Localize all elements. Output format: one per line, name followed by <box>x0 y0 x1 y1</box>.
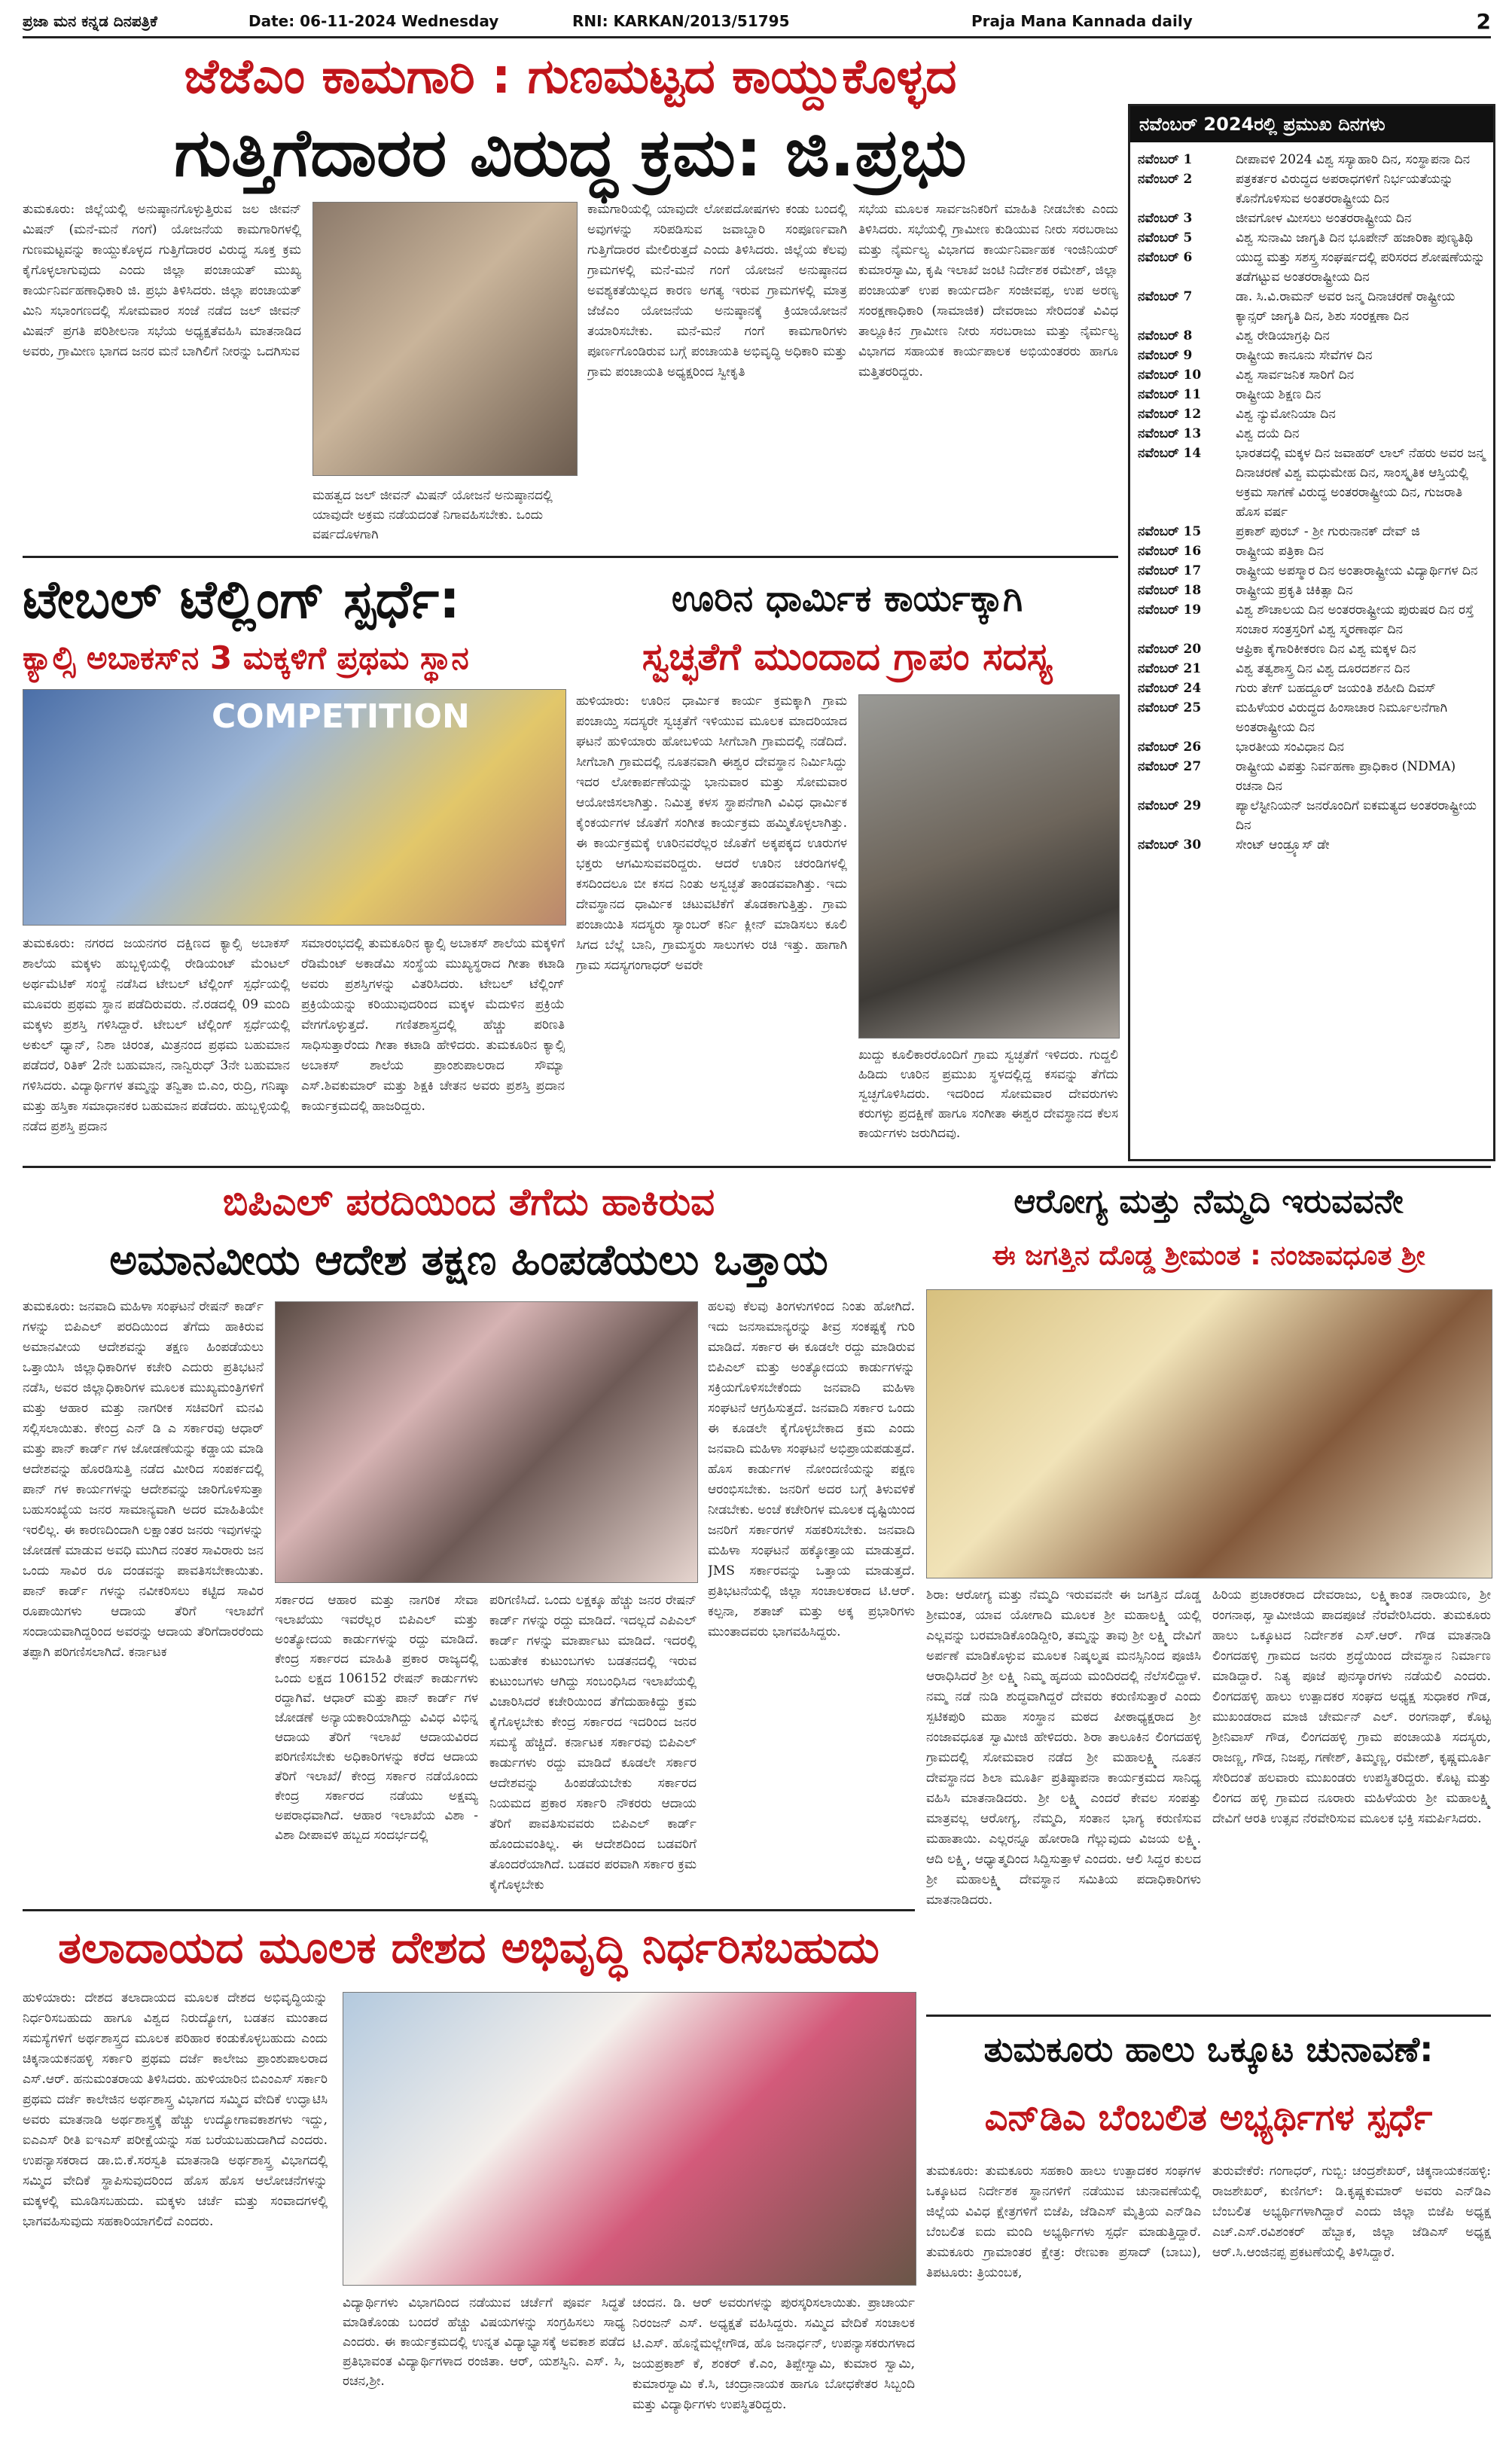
sidebar-day-row <box>1138 581 1486 600</box>
story6-column-3: ಚಂದನ. ಡಿ. ಆರ್ ಅವರುಗಳನ್ನು ಪುರಸ್ಕರಿಸಲಾಯಿತು. ಪ್ರಾಚಾರ್ಯ ನಿರಂಜನ್ ಎಸ್. ಅಧ್ಯಕ್ಷತೆ ವಹಿಸಿದ್ದರು. ಸಮ್ಮಿದ ವೇದಿಕೆ ಸಂಚಾಲಕ ಟಿ.ಎಸ್. ಹೊನ್ನೆಮಲ್ಲೇಗೌಡ, ಹೊ ಜನಾರ್ಧನ್, ಉಪನ್ಯಾಸಕರುಗಳಾದ ಜಯಪ್ರಕಾಶ್ ಕೆ, ಶಂಕರ್ ಕೆ.ಎಂ, ತಿಪ್ಪೇಸ್ವಾಮಿ, ಕುಮಾರ ಸ್ವಾಮಿ, ಕುಮಾರಸ್ವಾಮಿ ಕೆ.ಸಿ, ಚಂದ್ರಾನಾಯಕ ಹಾಗೂ ಬೋಧಕೇತರ ಸಿಬ್ಬಂದಿ ಮತ್ತು ವಿದ್ಯಾರ್ಥಿಗಳು ಉಪಸ್ಥಿತರಿದ್ದರು. <box>633 2295 915 2412</box>
story7-column-1: ತುಮಕೂರು: ತುಮಕೂರು ಸಹಕಾರಿ ಹಾಲು ಉತ್ಪಾದಕರ ಸಂಘಗಳ ಒಕ್ಕೂಟದ ನಿರ್ದೇಶಕ ಸ್ಥಾನಗಳಿಗೆ ನಡೆಯುವ ಚುನಾವಣೆಯಲ್ಲಿ ಜಿಲ್ಲೆಯ ವಿವಿಧ ಕ್ಷೇತ್ರಗಳಿಗೆ ಬಿಜೆಪಿ, ಜೆಡಿಎಸ್ ಮೈತ್ರಿಯ ಎನ್‌ಡಿಎ ಬೆಂಬಲಿತ ಐದು ಮಂದಿ ಅಭ್ಯರ್ಥಿಗಳು ಸ್ಪರ್ಧೆ ಮಾಡುತ್ತಿದ್ದಾರೆ. ತುಮಕೂರು ಗ್ರಾಮಾಂತರ ಕ್ಷೇತ್ರ: ರೇಣುಕಾ ಪ್ರಸಾದ್ (ಬಾಬು), ತಿಪಟೂರು: ತ್ರಿಯಂಬಕ, <box>926 2164 1201 2280</box>
sidebar-day-date: ನವೆಂಬರ್ 25 <box>1138 700 1202 715</box>
story7-headline-2: ಎನ್‌ಡಿಎ ಬೆಂಬಲಿತ ಅಭ್ಯರ್ಥಿಗಳ ಸ್ಪರ್ಧೆ <box>984 2097 1433 2139</box>
story6-headline: ತಲಾದಾಯದ ಮೂಲಕ ದೇಶದ ಅಭಿವೃದ್ಧಿ ನಿರ್ಧರಿಸಬಹುದು <box>58 1922 879 1973</box>
sidebar-day-row <box>1138 835 1486 855</box>
sidebar-day-title: ವಿಶ್ವ ಸಾರ್ವಜನಿಕ ಸಾರಿಗೆ ದಿನ <box>1236 368 1355 383</box>
masthead <box>23 6 1491 38</box>
sidebar-day-date: ನವೆಂಬರ್ 27 <box>1138 759 1202 774</box>
sidebar-day-row <box>1138 209 1486 228</box>
sidebar-day-title: ವಿಶ್ವ ಸುನಾಮಿ ಜಾಗೃತಿ ದಿನ ಭೂಪೇನ್ ಹಜಾರಿಕಾ ಪುಣ್ಯತಿಥಿ <box>1236 230 1473 246</box>
story4-column-1: ತುಮಕೂರು: ಜನವಾದಿ ಮಹಿಳಾ ಸಂಘಟನೆ ರೇಷನ್ ಕಾರ್ಡ್ ಗಳನ್ನು ಬಿಪಿಎಲ್ ಪರದಿಯಿಂದ ತೆಗೆದು ಹಾಕಿರುವ ಅಮಾನವೀಯ ಆದೇಶವನ್ನು ತಕ್ಷಣ ಹಿಂಪಡೆಯಲು ಒತ್ತಾಯಿಸಿ ಜಿಲ್ಲಾಧಿಕಾರಿಗಳ ಕಚೇರಿ ಎದುರು ಪ್ರತಿಭಟನೆ ನಡೆಸಿ, ಅವರ ಜಿಲ್ಲಾಧಿಕಾರಿಗಳ ಮೂಲಕ ಮುಖ್ಯಮಂತ್ರಿಗಳಿಗೆ ಮತ್ತು ಆಹಾರ ಮತ್ತು ನಾಗರೀಕ ಸಚಿವರಿಗೆ ಮನವಿ ಸಲ್ಲಿಸಲಾಯಿತು. ಕೇಂದ್ರ ಎನ್ ಡಿ ಎ ಸರ್ಕಾರವು ಆಧಾರ್ ಮತ್ತು ಪಾನ್ ಕಾರ್ಡ್ ಗಳ ಜೋಡಣೆಯನ್ನು ಕಡ್ಡಾಯ ಮಾಡಿ ಆದೇಶವನ್ನು ಹೊರಡಿಸುತ್ತಿ ನಡೆದ ಮೀರಿದ ಸಂಪರ್ಕದಲ್ಲಿ ಪಾನ್ ಗಳ ಕಾರ್ಯಗಳನ್ನು ಆದೇಶವನ್ನು ಜಾರಿಗೊಳಿಸುತ್ತಾ ಬಹುಸಂಖ್ಯೆಯ ಜನರ ಸಾಮಾನ್ಯವಾಗಿ ಅದರ ಮಾಹಿತಿಯೇ ಇರಲಿಲ್ಲ. ಈ ಕಾರಣದಿಂದಾಗಿ ಲಕ್ಷಾಂತರ ಜನರು ಇವುಗಳನ್ನು ಜೋಡಣೆ ಮಾಡುವ ಅವಧಿ ಮುಗಿದ ನಂತರ ಸಾವಿರಾರು ಜನ ಒಂದು ಸಾವಿರ ರೂ ದಂಡವನ್ನು ಪಾವತಿಸಬೇಕಾಯಿತು. ಪಾನ್ ಕಾರ್ಡ್ ಗಳನ್ನು ನವೀಕರಿಸಲು ಕಟ್ಟಿದ ಸಾವಿರ ರೂಪಾಯಿಗಳು ಆದಾಯ ತೆರಿಗೆ ಇಲಾಖೆಗೆ ಸಂದಾಯವಾಗಿದ್ದರಿಂದ ಅವರನ್ನು ಆದಾಯ ತೆರಿಗೆದಾರರೆಂದು ತಪ್ಪಾಗಿ ಪರಿಗಣಿಸಲಾಗಿದೆ. ಕರ್ನಾಟಕ <box>23 1299 264 1660</box>
sidebar-day-title: ಪ್ರಕಾಶ್ ಪುರಬ್ - ಶ್ರೀ ಗುರುನಾನಕ್ ದೇವ್ ಜಿ <box>1236 524 1420 539</box>
story4-headline-1: ಬಿಪಿಎಲ್ ಪರದಿಯಿಂದ ತೆಗೆದು ಹಾಕಿರುವ <box>222 1180 715 1224</box>
sidebar-day-row <box>1138 228 1486 248</box>
story1-photo-caption: ಮಹತ್ವದ ಜಲ್ ಜೀವನ್ ಮಿಷನ್ ಯೋಜನೆ ಅನುಷ್ಠಾನದಲ್ಲಿ ಯಾವುದೇ ಅಕ್ರಮ ನಡೆಯದಂತೆ ನಿಗಾವಹಿಸಬೇಕು. ಒಂದು ವರ್ಷದೊಳಗಾಗಿ <box>312 488 553 542</box>
sidebar-day-row <box>1138 150 1486 169</box>
sidebar-day-date: ನವೆಂಬರ್ 30 <box>1138 837 1202 852</box>
story7-column-2: ತುರುವೇಕೆರೆ: ಗಂಗಾಧರ್, ಗುಬ್ಬಿ: ಚಂದ್ರಶೇಖರ್, ಚಿಕ್ಕನಾಯಕನಹಳ್ಳಿ: ರಾಜಶೇಖರ್, ಕುಣಿಗಲ್: ಡಿ.ಕೃಷ್ಣಕುಮಾರ್ ಅವರು ಎನ್‌ಡಿಎ ಬೆಂಬಲಿತ ಅಭ್ಯರ್ಥಿಗಳಾಗಿದ್ದಾರೆ ಎಂದು ಜಿಲ್ಲಾ ಬಿಜೆಪಿ ಅಧ್ಯಕ್ಷ ಎಚ್.ಎಸ್.ರವಿಶಂಕರ್ ಹೆಬ್ಬಾಕ, ಜಿಲ್ಲಾ ಜೆಡಿಎಸ್ ಅಧ್ಯಕ್ಷ ಆರ್.ಸಿ.ಆಂಜಿನಪ್ಪ ಪ್ರಕಟಣೆಯಲ್ಲಿ ತಿಳಿಸಿದ್ದಾರೆ. <box>1212 2164 1491 2260</box>
sidebar-day-title: ಯುದ್ಧ ಮತ್ತು ಸಶಸ್ತ್ರ ಸಂಘರ್ಷದಲ್ಲಿ ಪರಿಸರದ ಶೋಷಣೆಯನ್ನು ತಡೆಗಟ್ಟುವ ಅಂತರರಾಷ್ಟ್ರೀಯ ದಿನ <box>1236 250 1486 285</box>
sidebar-title: ನವೆಂಬರ್ 2024ರಲ್ಲಿ ಪ್ರಮುಖ ದಿನಗಳು <box>1130 106 1493 142</box>
story2-photo-banner: COMPETITION <box>212 697 470 736</box>
story3-photo-caption: ಖುದ್ದು ಕೂಲಿಕಾರರೊಂದಿಗೆ ಗ್ರಾಮ ಸ್ವಚ್ಛತೆಗೆ ಇಳಿದರು. ಗುದ್ದಲಿ ಹಿಡಿದು ಊರಿನ ಪ್ರಮುಖ ಸ್ಥಳದಲ್ಲಿದ್ದ ಕಸವನ್ನು ತೆಗೆದು ಸ್ವಚ್ಛಗೊಳಿಸಿದರು. ಇದರಿಂದ ಸೋಮವಾರ ದೇವರುಗಳು ಕರುಗಳ್ಳು ಪ್ರದಕ್ಷಿಣೆ ಹಾಗೂ ಸಂಗೀತಾ ಈಶ್ವರ ದೇವಸ್ಥಾನದ ಕೆಲಸ ಕಾರ್ಯಗಳು ಜರುಗಿದವು. <box>858 1048 1118 1141</box>
sidebar-day-date: ನವೆಂಬರ್ 24 <box>1138 681 1202 696</box>
sidebar-day-title: ರಾಷ್ಟ್ರೀಯ ಶಿಕ್ಷಣ ದಿನ <box>1236 387 1321 402</box>
sidebar-day-date: ನವೆಂಬರ್ 14 <box>1138 446 1202 461</box>
sidebar-day-date: ನವೆಂಬರ್ 9 <box>1138 348 1193 363</box>
sidebar-day-date: ನವೆಂಬರ್ 21 <box>1138 661 1202 676</box>
sidebar-day-title: ವಿಶ್ವ ನ್ಯುಮೋನಿಯಾ ದಿನ <box>1236 407 1336 422</box>
sidebar-day-row <box>1138 659 1486 679</box>
story2-photo <box>23 689 566 926</box>
newspaper-logo: ಪ್ರಜಾ ಮನ ಕನ್ನಡ ದಿನಪತ್ರಿಕೆ <box>23 12 157 30</box>
story6-column-1: ಹುಳಿಯಾರು: ದೇಶದ ತಲಾದಾಯದ ಮೂಲಕ ದೇಶದ ಅಭಿವೃದ್ಧಿಯನ್ನು ನಿರ್ಧರಿಸಬಹುದು ಹಾಗೂ ವಿಶ್ವದ ನಿರುದ್ಯೋಗ, ಬಡತನ ಮುಂತಾದ ಸಮಸ್ಯೆಗಳಿಗೆ ಅರ್ಥಶಾಸ್ತ್ರದ ಮೂಲಕ ಪರಿಹಾರ ಕಂಡುಕೊಳ್ಳಬಹುದು ಎಂದು ಚಿಕ್ಕನಾಯಕನಹಳ್ಳಿ ಸರ್ಕಾರಿ ಪ್ರಥಮ ದರ್ಜೆ ಕಾಲೇಜು ಪ್ರಾಂಶುಪಾಲರಾದ ಎಸ್.ಆರ್. ಹನುಮಂತರಾಯ ತಿಳಿಸಿದರು. ಹುಳಿಯಾರಿನ ಬಿಎಂಎಸ್ ಸರ್ಕಾರಿ ಪ್ರಥಮ ದರ್ಜೆ ಕಾಲೇಜಿನ ಅರ್ಥಶಾಸ್ತ್ರ ವಿಭಾಗದ ಸಮ್ಮಿದ ವೇದಿಕೆ ಉದ್ಘಾಟಿಸಿ ಅವರು ಮಾತನಾಡಿ ಅರ್ಥಶಾಸ್ತ್ರಕ್ಕೆ ಹೆಚ್ಚು ಉದ್ಯೋಗಾವಕಾಶಗಳು ಇದ್ದು, ಐಎಎಸ್ ರೀತಿ ಐಇಎಸ್ ಪರೀಕ್ಷೆಯನ್ನು ಸಹ ಬರೆಯಬಹುದಾಗಿದೆ ಎಂದರು. ಉಪನ್ಯಾಸಕರಾದ ಡಾ.ಬಿ.ಕೆ.ಸರಸ್ವತಿ ಮಾತನಾಡಿ ಅರ್ಥಶಾಸ್ತ್ರ ವಿಭಾಗದಲ್ಲಿ ಸಮ್ಮಿದ ವೇದಿಕೆ ಸ್ಥಾಪಿಸುವುದರಿಂದ ಹೊಸ ಹೊಸ ಆಲೋಚನೆಗಳನ್ನು ಮಕ್ಕಳಲ್ಲಿ ಮೂಡಿಸಬಹುದು. ಮಕ್ಕಳು ಚರ್ಚೆ ಮತ್ತು ಸಂವಾದಗಳಲ್ಲಿ ಭಾಗವಹಿಸುವುದು ಸಹಕಾರಿಯಾಗಲಿದೆ ಎಂದರು. <box>23 1990 328 2229</box>
sidebar-day-row <box>1138 424 1486 444</box>
sidebar-day-row <box>1138 444 1486 522</box>
section-divider <box>926 2015 1491 2017</box>
sidebar-day-title: ಪತ್ರಕರ್ತರ ವಿರುದ್ಧದ ಅಪರಾಧಗಳಿಗೆ ನಿರ್ಭಯತೆಯನ್ನು ಕೊನೆಗೊಳಿಸುವ ಅಂತರರಾಷ್ಟ್ರೀಯ ದಿನ <box>1236 172 1453 206</box>
section-divider <box>23 556 1118 558</box>
sidebar-day-title: ಆಫ್ರಿಕಾ ಕೈಗಾರಿಕೀಕರಣ ದಿನ ವಿಶ್ವ ಮಕ್ಕಳ ದಿನ <box>1236 642 1416 657</box>
story6-photo <box>343 1992 916 2286</box>
story4-column-4: ಹಲವು ಕೆಲವು ತಿಂಗಳುಗಳಿಂದ ನಿಂತು ಹೋಗಿದೆ. ಇದು ಜನಸಾಮಾನ್ಯರನ್ನು ತೀವ್ರ ಸಂಕಷ್ಟಕ್ಕೆ ಗುರಿ ಮಾಡಿದೆ. ಸರ್ಕಾರ ಈ ಕೂಡಲೇ ರದ್ದು ಮಾಡಿರುವ ಬಿಪಿಎಲ್ ಮತ್ತು ಅಂತ್ಯೋದಯ ಕಾರ್ಡುಗಳನ್ನು ಸಕ್ರಿಯಗೊಳಿಸಬೇಕೆಂದು ಜನವಾದಿ ಮಹಿಳಾ ಸಂಘಟನೆ ಆಗ್ರಹಿಸುತ್ತದೆ. ಜನವಾದಿ ಸರ್ಕಾರ ಒಂದು ಈ ಕೂಡಲೇ ಕೈಗೊಳ್ಳಬೇಕಾದ ಕ್ರಮ ಎಂದು ಜನವಾದಿ ಮಹಿಳಾ ಸಂಘಟನೆ ಅಭಿಪ್ರಾಯಪಡುತ್ತದೆ. ಹೊಸ ಕಾರ್ಡುಗಳ ನೋಂದಣಿಯನ್ನು ಪಕ್ಷಣ ಆರಂಭಿಸಬೇಕು. ಜನರಿಗೆ ಅದರ ಬಗ್ಗೆ ತಿಳುವಳಿಕೆ ನೀಡಬೇಕು. ಅಂಚೆ ಕಚೇರಿಗಳ ಮೂಲಕ ದೃಷ್ಟಿಯಿಂದ ಜನರಿಗೆ ಸರ್ಕಾರಗಳೆ ಸಹಕರಿಸಬೇಕು. ಜನವಾದಿ ಮಹಿಳಾ ಸಂಘಟನೆ ಹಕ್ಕೋತ್ತಾಯ ಮಾಡುತ್ತದೆ. JMS ಸರ್ಕಾರವನ್ನು ಒತ್ತಾಯ ಮಾಡುತ್ತದೆ. ಪ್ರತಿಭಟನೆಯಲ್ಲಿ ಜಿಲ್ಲಾ ಸಂಚಾಲಕರಾದ ಟಿ.ಆರ್. ಕಲ್ಪನಾ, ಶತಾಜ್ ಮತ್ತು ಅಕ್ಕ ಪ್ರಭಾರಿಗಳು ಮುಂತಾದವರು ಭಾಗವಹಿಸಿದ್ದರು. <box>708 1299 915 1639</box>
story1-photo <box>312 202 578 476</box>
sidebar-day-title: ರಾಷ್ಟ್ರೀಯ ಅಪಸ್ಮಾರ ದಿನ ಅಂತಾರಾಷ್ಟ್ರೀಯ ವಿದ್ಯಾರ್ಥಿಗಳ ದಿನ <box>1236 563 1478 578</box>
story4-photo-caption: ಸರ್ಕಾರದ ಆಹಾರ ಮತ್ತು ನಾಗರಿಕ ಸೇವಾ ಇಲಾಖೆಯು ಇವರೆಲ್ಲರ ಬಿಪಿಎಲ್ ಮತ್ತು ಅಂತ್ಯೋದಯ ಕಾರ್ಡುಗಳನ್ನು ರದ್ದು ಮಾಡಿದೆ. ಕೇಂದ್ರ ಸರ್ಕಾರದ ಮಾಹಿತಿ ಪ್ರಕಾರ ರಾಜ್ಯದಲ್ಲಿ ಒಂದು ಲಕ್ಷದ 106152 ರೇಷನ್ ಕಾರ್ಡುಗಳು ರದ್ದಾಗಿವೆ. ಆಧಾರ್ ಮತ್ತು ಪಾನ್ ಕಾರ್ಡ್ ಗಳ ಜೋಡಣೆ ಅನ್ಯಾಯಕಾರಿಯಾಗಿದ್ದು ವಿವಿಧ ವಿಭಿನ್ನ ಆದಾಯ ತೆರಿಗೆ ಇಲಾಖೆ ಆದಾಯವಿರದ ಪರಿಗಣಿಸಬೇಕು ಅಧಿಕಾರಿಗಳನ್ನು ಕರೆದ ಆದಾಯ ತೆರಿಗೆ ಇಲಾಖೆ/ ಕೇಂದ್ರ ಸರ್ಕಾರ ನಡೆಯೊಂದು ಕೇಂದ್ರ ಸರ್ಕಾರದ ನಡೆಯು ಅಕ್ಷಮ್ಯ ಅಪರಾಧವಾಗಿದೆ. ಆಹಾರ ಇಲಾಖೆಯ ವಿಶಾ - ವಿಶಾ ದೀಪಾವಳಿ ಹಬ್ಬದ ಸಂದರ್ಭದಲ್ಲಿ <box>275 1593 478 1843</box>
rni-number: RNI: KARKAN/2013/51795 <box>572 12 790 30</box>
section-divider <box>23 1909 915 1911</box>
sidebar-day-date: ನವೆಂಬರ್ 1 <box>1138 152 1193 167</box>
sidebar-day-title: ವಿಶ್ವ ಶೌಚಾಲಯ ದಿನ ಅಂತರರಾಷ್ಟ್ರೀಯ ಪುರುಷರ ದಿನ ರಸ್ತೆ ಸಂಚಾರ ಸಂತ್ರಸ್ತರಿಗೆ ವಿಶ್ವ ಸ್ಮರಣಾರ್ಥ ದಿನ <box>1236 602 1474 637</box>
sidebar-day-row <box>1138 346 1486 365</box>
story6-photo-caption: ವಿದ್ಯಾರ್ಥಿಗಳು ವಿಭಾಗದಿಂದ ನಡೆಯುವ ಚರ್ಚೆಗೆ ಪೂರ್ವ ಸಿದ್ಧತೆ ಮಾಡಿಕೊಂಡು ಬಂದರೆ ಹೆಚ್ಚು ವಿಷಯಗಳನ್ನು ಸಂಗ್ರಹಿಸಲು ಸಾಧ್ಯ ಎಂದರು. ಈ ಕಾರ್ಯಕ್ರಮದಲ್ಲಿ ಉನ್ನತ ವಿದ್ಯಾಭ್ಯಾಸಕ್ಕೆ ಅವಕಾಶ ಪಡೆದ ಪ್ರತಿಭಾವಂತ ವಿದ್ಯಾರ್ಥಿಗಳಾದ ರಂಜಿತಾ. ಆರ್, ಯಶಸ್ವಿನಿ. ಎಸ್. ಸಿ, ರಚನ,ಶ್ರೀ. <box>343 2295 625 2389</box>
sidebar-day-title: ದೀಪಾವಳಿ 2024 ವಿಶ್ವ ಸಸ್ಯಾಹಾರಿ ದಿನ, ಸಂಸ್ಥಾಪನಾ ದಿನ <box>1236 152 1471 167</box>
sidebar-day-date: ನವೆಂಬರ್ 19 <box>1138 602 1202 618</box>
story5-column-1: ಶಿರಾ: ಆರೋಗ್ಯ ಮತ್ತು ನೆಮ್ಮದಿ ಇರುವವನೇ ಈ ಜಗತ್ತಿನ ದೊಡ್ಡ ಶ್ರೀಮಂತ, ಯಾವ ಯೋಗಾದಿ ಮೂಲಕ ಶ್ರೀ ಮಹಾಲಕ್ಷ್ಮಿ ಯಲ್ಲಿ ಎಲ್ಲವನ್ನು ಬರಮಾಡಿಕೊಂಡಿದ್ದೀರಿ, ತಮ್ಮನ್ನು ತಾವು ಶ್ರೀ ಲಕ್ಷ್ಮಿ ದೇವಿಗೆ ಅರ್ಪಣೆ ಮಾಡಿಕೊಳ್ಳುವ ಮೂಲಕ ನಿಷ್ಕಲ್ಮಷ ಮನಸ್ಸಿನಿಂದ ಪೂಜಿಸಿ ಆರಾಧಿಸಿದರೆ ಶ್ರೀ ಲಕ್ಷ್ಮಿ ನಿಮ್ಮ ಹೃದಯ ಮಂದಿರದಲ್ಲಿ ನೆಲೆಸಲಿದ್ದಾಳೆ. ನಮ್ಮ ನಡೆ ನುಡಿ ಶುದ್ಧವಾಗಿದ್ದರೆ ದೇವರು ಕರುಣಿಸುತ್ತಾರೆ ಎಂದು ಸ್ಪಟಿಕಪುರಿ ಮಹಾ ಸಂಸ್ಥಾನ ಮಠದ ಪೀಠಾಧ್ಯಕ್ಷರಾದ ಶ್ರೀ ನಂಜಾವಧೂತ ಸ್ವಾಮೀಜಿ ಹೇಳಿದರು. ಶಿರಾ ತಾಲೂಕಿನ ಲಿಂಗದಹಳ್ಳಿ ಗ್ರಾಮದಲ್ಲಿ ಸೋಮವಾರ ನಡೆದ ಶ್ರೀ ಮಹಾಲಕ್ಷ್ಮಿ ನೂತನ ದೇವಸ್ಥಾನದ ಶಿಲಾ ಮೂರ್ತಿ ಪ್ರತಿಷ್ಠಾಪನಾ ಕಾರ್ಯಕ್ರಮದ ಸಾನಿಧ್ಯ ವಹಿಸಿ ಮಾತನಾಡಿದರು. ಶ್ರೀ ಲಕ್ಷ್ಮಿ ಎಂದರೆ ಕೇವಲ ಸಂಪತ್ತು ಮಾತ್ರವಲ್ಲ ಆರೋಗ್ಯ, ನೆಮ್ಮದಿ, ಸಂತಾನ ಭಾಗ್ಯ ಕರುಣಿಸುವ ಮಹಾತಾಯಿ. ಎಲ್ಲರನ್ನೂ ಹೋರಾಡಿ ಗೆಲ್ಲುವುದು ವಿಜಯ ಲಕ್ಷ್ಮಿ. ಆದಿ ಲಕ್ಷ್ಮಿ, ಆಧ್ಯಾತ್ಮದಿಂದ ಸಿದ್ದಿಸುತ್ತಾಳೆ ಎಂದರು. ಆಲಿ ಸಿದ್ದರ ಕುಲದ ಶ್ರೀ ಮಹಾಲಕ್ಷ್ಮಿ ದೇವಸ್ಥಾನ ಸಮಿತಿಯ ಪದಾಧಿಕಾರಿಗಳು ಮಾತನಾಡಿದರು. <box>926 1588 1201 1908</box>
story5-headline-2: ಈ ಜಗತ್ತಿನ ದೊಡ್ಡ ಶ್ರೀಮಂತ : ನಂಜಾವಧೂತ ಶ್ರೀ <box>992 1240 1425 1271</box>
sidebar-day-date: ನವೆಂಬರ್ 17 <box>1138 563 1202 578</box>
issue-date: Date: 06-11-2024 Wednesday <box>248 12 499 30</box>
sidebar-day-date: ನವೆಂಬರ್ 6 <box>1138 250 1193 265</box>
story5-photo <box>926 1289 1492 1578</box>
story2-headline-1: ಟೇಬಲ್ ಟೆಲ್ಲಿಂಗ್ ಸ್ಪರ್ಧೆ: <box>23 569 460 630</box>
sidebar-day-title: ಸೇಂಟ್ ಆಂಡ್ರ್ಯೂಸ್ ಡೇ <box>1236 837 1330 852</box>
story3-column-1: ಹುಳಿಯಾರು: ಊರಿನ ಧಾರ್ಮಿಕ ಕಾರ್ಯ ಕ್ರಮಕ್ಕಾಗಿ ಗ್ರಾಮ ಪಂಚಾಯ್ತಿ ಸದಸ್ಯರೇ ಸ್ವಚ್ಛತೆಗೆ ಇಳಿಯುವ ಮೂಲಕ ಮಾದರಿಯಾದ ಘಟನೆ ಹುಳಿಯಾರು ಹೋಬಳಿಯ ಸೀಗೆಬಾಗಿ ಗ್ರಾಮದಲ್ಲಿ ನಡೆದಿದೆ. ಸೀಗೆಬಾಗಿ ಗ್ರಾಮದಲ್ಲಿ ನೂತನವಾಗಿ ಈಶ್ವರ ದೇವಸ್ಥಾನ ನಿರ್ಮಿಸಿದ್ದು ಇದರ ಲೋಕಾರ್ಪಣೆಯನ್ನು ಭಾನುವಾರ ಮತ್ತು ಸೋಮವಾರ ಆಯೋಜಿಸಲಾಗಿತ್ತು. ನಿಮಿತ್ತ ಕಳಸ ಸ್ಥಾಪನೆಗಾಗಿ ವಿವಿಧ ಧಾರ್ಮಿಕ ಕೈಂಕರ್ಯಗಳ ಜೊತೆಗೆ ಸಂಗೀತ ಕಾರ್ಯಕ್ರಮ ಹಮ್ಮಿಕೊಳ್ಳಲಾಗಿತ್ತು. ಈ ಕಾರ್ಯಕ್ರಮಕ್ಕೆ ಊರಿನವರೆಲ್ಲರ ಜೊತೆಗೆ ಅಕ್ಕಪಕ್ಕದ ಊರುಗಳ ಭಕ್ತರು ಆಗಮಿಸುವವರಿದ್ದರು. ಆದರೆ ಊರಿನ ಚರಂಡಿಗಳಲ್ಲಿ ಕಸದಿಂದಲೂ ಬೀ ಕಸದ ನಿಂತು ಅಸ್ವಚ್ಛತೆ ತಾಂಡವವಾಗಿತ್ತು. ಇದು ದೇವಸ್ಥಾನದ ಧಾರ್ಮಿಕ ಚಟುವಟಿಕೆಗೆ ತೊಡಕಾಗುತ್ತಿತ್ತು. ಗ್ರಾಮ ಪಂಚಾಯಿತಿ ಸದಸ್ಯರು ಸ್ಯಾಂಬರ್ ಕರ್ನಿ ಕ್ಲೀನ್ ಮಾಡಿಸಲು ಕೂಲಿ ಸಿಗದ ಬೆಲ್ಲೆ ಬಾನಿ, ಗ್ರಾಮಸ್ಥರು ಸಾಲುಗಳು ರಚಿ ಇತ್ತು. ಹಾಗಾಗಿ ಗ್ರಾಮ ಸದಸ್ಯಗಂಗಾಧರ್ ಅವರೇ <box>576 694 847 973</box>
sidebar-day-date: ನವೆಂಬರ್ 5 <box>1138 230 1193 246</box>
sidebar-day-date: ನವೆಂಬರ್ 8 <box>1138 328 1193 343</box>
sidebar-day-title: ಭಾರತದಲ್ಲಿ ಮಕ್ಕಳ ದಿನ ಜವಾಹರ್ ಲಾಲ್ ನೆಹರು ಅವರ ಜನ್ಮ ದಿನಾಚರಣೆ ವಿಶ್ವ ಮಧುಮೇಹ ದಿನ, ಸಾಂಸ್ಕೃತಿಕ ಆಸ್ತಿಯಲ್ಲಿ ಅಕ್ರಮ ಸಾಗಣೆ ವಿರುದ್ಧ ಅಂತರರಾಷ್ಟ್ರೀಯ ದಿನ, ಗುಜರಾತಿ ಹೊಸ ವರ್ಷ <box>1236 446 1486 520</box>
story5-headline-1: ಆರೋಗ್ಯ ಮತ್ತು ನೆಮ್ಮದಿ ಇರುವವನೇ <box>1014 1182 1404 1221</box>
story4-column-3: ಪರಿಗಣಿಸಿದೆ. ಒಂದು ಲಕ್ಷಕ್ಕೂ ಹೆಚ್ಚು ಜನರ ರೇಷನ್ ಕಾರ್ಡ್ ಗಳನ್ನು ರದ್ದು ಮಾಡಿದೆ. ಇದಲ್ಲದೆ ಎಪಿಎಲ್ ಕಾರ್ಡ್ ಗಳನ್ನು ಮಾರ್ಪಾಟು ಮಾಡಿದೆ. ಇದರಲ್ಲಿ ಬಹುತೇಕ ಕುಟುಂಬಗಳು ಬಡತನದಲ್ಲಿ ಇರುವ ಕುಟುಂಬಗಳು ಆಗಿದ್ದು ಸಂಬಂಧಿಸಿದ ಇಲಾಖೆಯಲ್ಲಿ ವಿಚಾರಿಸಿದರೆ ಕಚೇರಿಯಿಂದ ತೆಗೆದುಹಾಕಿದ್ದು ಕ್ರಮ ಕೈಗೊಳ್ಳಬೇಕು ಕೇಂದ್ರ ಸರ್ಕಾರದ ಇದರಿಂದ ಜನರ ಸಮಸ್ಯೆ ಹೆಚ್ಚಿದೆ. ಕರ್ನಾಟಕ ಸರ್ಕಾರವು ಬಿಪಿಎಲ್ ಕಾರ್ಡುಗಳು ರದ್ದು ಮಾಡಿದೆ ಕೂಡಲೇ ಸರ್ಕಾರ ಆದೇಶವನ್ನು ಹಿಂಪಡೆಯಬೇಕು ಸರ್ಕಾರದ ನಿಯಮದ ಪ್ರಕಾರ ಸರ್ಕಾರಿ ನೌಕರರು ಆದಾಯ ತೆರಿಗೆ ಪಾವತಿಸುವವರು ಬಿಪಿಎಲ್ ಕಾರ್ಡ್ ಹೊಂದುವಂತಿಲ್ಲ. ಈ ಆದೇಶದಿಂದ ಬಡವರಿಗೆ ತೊಂದರೆಯಾಗಿದೆ. ಬಡವರ ಪರವಾಗಿ ಸರ್ಕಾರ ಕ್ರಮ ಕೈಗೊಳ್ಳಬೇಕು <box>489 1593 697 1893</box>
story1-column-3: ಕಾಮಗಾರಿಯಲ್ಲಿ ಯಾವುದೇ ಲೋಪದೋಷಗಳು ಕಂಡು ಬಂದಲ್ಲಿ ಅವುಗಳನ್ನು ಸರಿಪಡಿಸುವ ಜವಾಬ್ದಾರಿ ಸಂಪೂರ್ಣವಾಗಿ ಗುತ್ತಿಗೆದಾರರ ಮೇಲಿರುತ್ತದೆ ಎಂದು ತಿಳಿಸಿದರು. ಜಿಲ್ಲೆಯ ಕೆಲವು ಗ್ರಾಮಗಳಲ್ಲಿ ಮನೆ-ಮನೆ ಗಂಗೆ ಯೋಜನೆ ಅನುಷ್ಠಾನದ ಅವಶ್ಯಕತೆಯಿಲ್ಲದ ಕಾರಣ ಅಗತ್ಯ ಇರುವ ಗ್ರಾಮಗಳಲ್ಲಿ ಮಾತ್ರ ಜೆಜೆಎಂ ಯೋಜನೆಯ ಅನುಷ್ಠಾನಕ್ಕೆ ಕ್ರಿಯಾಯೋಜನೆ ತಯಾರಿಸಬೇಕು. ಮನೆ-ಮನೆ ಗಂಗೆ ಕಾಮಗಾರಿಗಳು ಪೂರ್ಣಗೊಂಡಿರುವ ಬಗ್ಗೆ ಪಂಚಾಯತಿ ಅಭಿವೃದ್ಧಿ ಅಧಿಕಾರಿ ಮತ್ತು ಗ್ರಾಮ ಪಂಚಾಯತಿ ಅಧ್ಯಕ್ಷರಿಂದ ಸ್ವೀಕೃತಿ <box>587 202 847 380</box>
story2-column-1: ತುಮಕೂರು: ನಗರದ ಜಯನಗರ ದಕ್ಷಿಣದ ಕ್ಯಾಲ್ಸಿ ಅಬಾಕಸ್ ಶಾಲೆಯ ಮಕ್ಕಳು ಹುಬ್ಬಳ್ಳಿಯಲ್ಲಿ ರೇಡಿಯಂಟ್ ಮೆಂಟಲ್ ಅರ್ಥಮೆಟಿಕ್ ಸಂಸ್ಥೆ ನಡೆಸಿದ ಟೇಬಲ್ ಟೆಲ್ಲಿಂಗ್ ಸ್ಪರ್ಧೆಯಲ್ಲಿ ಮೂವರು ಪ್ರಥಮ ಸ್ಥಾನ ಪಡೆದಿರುವರು. ನೆ.ರಡದಲ್ಲಿ 09 ಮಂದಿ ಮಕ್ಕಳು ಪ್ರಶಸ್ತಿ ಗಳಿಸಿದ್ದಾರೆ. ಟೇಬಲ್ ಟೆಲ್ಲಿಂಗ್ ಸ್ಪರ್ಧೆಯಲ್ಲಿ ಅಕುಲ್ ಧ್ಯಾನ್, ನಿಶಾ ಚಿರಂತ, ಮಿತ್ರನಂದ ಪ್ರಥಮ ಬಹುಮಾನ ಪಡೆದರೆ, ರಿತಿಕ್ 2ನೇ ಬಹುಮಾನ, ನಾನ್ವಿರುಧ್ 3ನೇ ಬಹುಮಾನ ಗಳಿಸಿದರು. ವಿದ್ಯಾರ್ಥಿಗಳ ತಮ್ಮನ್ನು ತನ್ವಿತಾ ಬಿ.ಎಂ, ರುದ್ರಿ, ಗನಿಷ್ಕಾ ಮತ್ತು ಹಸ್ತಿಕಾ ಸಮಾಧಾನಕರ ಬಹುಮಾನ ಪಡೆದರು. ಹುಬ್ಬಳ್ಳಿಯಲ್ಲಿ ನಡೆದ ಪ್ರಶಸ್ತಿ ಪ್ರದಾನ <box>23 936 290 1134</box>
sidebar-day-date: ನವೆಂಬರ್ 15 <box>1138 524 1202 539</box>
sidebar-day-date: ನವೆಂಬರ್ 12 <box>1138 407 1202 422</box>
sidebar-day-title: ಭಾರತೀಯ ಸಂವಿಧಾನ ದಿನ <box>1236 740 1344 755</box>
sidebar-day-row <box>1138 757 1486 796</box>
sidebar-day-title: ವಿಶ್ವ ತತ್ವಶಾಸ್ತ್ರ ದಿನ ವಿಶ್ವ ದೂರದರ್ಶನ ದಿನ <box>1236 661 1410 676</box>
sidebar-day-row <box>1138 404 1486 424</box>
sidebar-day-row <box>1138 385 1486 404</box>
sidebar-day-date: ನವೆಂಬರ್ 18 <box>1138 583 1202 598</box>
sidebar-day-date: ನವೆಂಬರ್ 2 <box>1138 172 1193 187</box>
story3-headline-2: ಸ್ವಚ್ಛತೆಗೆ ಮುಂದಾದ ಗ್ರಾಪಂ ಸದಸ್ಯ <box>642 635 1053 679</box>
sidebar-day-row <box>1138 522 1486 541</box>
sidebar-day-row <box>1138 541 1486 561</box>
sidebar-day-date: ನವೆಂಬರ್ 16 <box>1138 544 1202 559</box>
sidebar-day-row <box>1138 287 1486 326</box>
sidebar-day-row <box>1138 365 1486 385</box>
sidebar-day-row <box>1138 326 1486 346</box>
sidebar-day-title: ಮಹಿಳೆಯರ ವಿರುದ್ಧದ ಹಿಂಸಾಚಾರ ನಿರ್ಮೂಲನೆಗಾಗಿ ಅಂತರಾಷ್ಟ್ರೀಯ ದಿನ <box>1236 700 1448 735</box>
sidebar-day-row <box>1138 639 1486 659</box>
sidebar-day-date: ನವೆಂಬರ್ 20 <box>1138 642 1202 657</box>
section-divider <box>23 1166 1491 1168</box>
story3-headline-1: ಊರಿನ ಧಾರ್ಮಿಕ ಕಾರ್ಯಕ್ಕಾಗಿ <box>671 578 1023 620</box>
sidebar-day-title: ಗುರು ತೇಗ್ ಬಹದ್ದೂರ್ ಜಯಂತಿ ಶಹೀದಿ ದಿವಸ್ <box>1236 681 1436 696</box>
sidebar-day-title: ವಿಶ್ವ ದಯೆ ದಿನ <box>1236 426 1300 441</box>
story4-headline-2: ಅಮಾನವೀಯ ಆದೇಶ ತಕ್ಷಣ ಹಿಂಪಡೆಯಲು ಒತ್ತಾಯ <box>109 1236 828 1285</box>
page-number: 2 <box>1476 8 1491 34</box>
sidebar-day-row <box>1138 737 1486 757</box>
sidebar-day-title: ರಾಷ್ಟ್ರೀಯ ಪತ್ರಿಕಾ ದಿನ <box>1236 544 1324 559</box>
story4-photo <box>275 1301 698 1583</box>
sidebar-day-title: ರಾಷ್ಟ್ರೀಯ ಕಾನೂನು ಸೇವೆಗಳ ದಿನ <box>1236 348 1373 363</box>
story3-photo <box>858 694 1120 1039</box>
sidebar-day-row <box>1138 679 1486 698</box>
sidebar-day-date: ನವೆಂಬರ್ 11 <box>1138 387 1202 402</box>
story1-headline-2: ಗುತ್ತಿಗೆದಾರರ ವಿರುದ್ಧ ಕ್ರಮ: ಜಿ.ಪ್ರಭು <box>174 114 967 191</box>
story1-headline-1: ಜೆಜೆಎಂ ಕಾಮಗಾರಿ : ಗುಣಮಟ್ಟದ ಕಾಯ್ದುಕೊಳ್ಳದ <box>184 49 957 105</box>
sidebar-day-date: ನವೆಂಬರ್ 7 <box>1138 289 1193 304</box>
sidebar-day-date: ನವೆಂಬರ್ 29 <box>1138 798 1202 813</box>
sidebar-day-date: ನವೆಂಬರ್ 13 <box>1138 426 1202 441</box>
paper-name: Praja Mana Kannada daily <box>971 12 1193 30</box>
story2-headline-2: ಕ್ಯಾಲ್ಸಿ ಅಬಾಕಸ್‌ನ 3 ಮಕ್ಕಳಿಗೆ ಪ್ರಥಮ ಸ್ಥಾನ <box>23 639 469 676</box>
sidebar-day-row <box>1138 169 1486 209</box>
story5-column-2: ಹಿರಿಯ ಪ್ರಚಾರಕರಾದ ದೇವರಾಜು, ಲಕ್ಷ್ಮಿಕಾಂತ ನಾರಾಯಣ, ಶ್ರೀ ರಂಗನಾಥ, ಸ್ವಾಮೀಜಿಯ ಪಾದಪೂಜೆ ನೆರವೇರಿಸಿದರು. ತುಮಕೂರು ಹಾಲು ಒಕ್ಕೂಟದ ನಿರ್ದೇಶಕ ಎಸ್.ಆರ್. ಗೌಡ ಮಾತನಾಡಿ ಲಿಂಗದಹಳ್ಳಿ ಗ್ರಾಮದ ಜನರು ಶ್ರದ್ಧೆಯಿಂದ ದೇವಸ್ಥಾನ ನಿರ್ಮಾಣ ಮಾಡಿದ್ದಾರೆ. ನಿತ್ಯ ಪೂಜೆ ಪುನಸ್ಕಾರಗಳು ನಡೆಯಲಿ ಎಂದರು. ಲಿಂಗದಹಳ್ಳಿ ಹಾಲು ಉತ್ಪಾದಕರ ಸಂಘದ ಅಧ್ಯಕ್ಷ ಸುಧಾಕರ ಗೌಡ, ಮುಖಂಡರಾದ ಮಾಜಿ ಚೇರ್ಮನ್ ಎಲ್. ರಂಗನಾಥ್, ಕೊಟ್ಟ ಶ್ರೀನಿವಾಸ್ ಗೌಡ, ಲಿಂಗದಹಳ್ಳಿ ಗ್ರಾಮ ಪಂಚಾಯತಿ ಸದಸ್ಯರು, ರಾಜಣ್ಣ, ಗೌಡ, ನಿಜಪ್ಪ, ಗಣೇಶ್, ತಿಮ್ಮಣ್ಣ, ರಮೇಶ್, ಕೃಷ್ಣಮೂರ್ತಿ ಸೇರಿದಂತೆ ಹಲವಾರು ಮುಖಂಡರು ಉಪಸ್ಥಿತರಿದ್ದರು. ಕೊಟ್ಟ ಮತ್ತು ಲಿಂಗದ ಹಳ್ಳಿ ಗ್ರಾಮದ ನೂರಾರು ಮಹಿಳೆಯರು ಶ್ರೀ ಮಹಾಲಕ್ಷ್ಮಿ ದೇವಿಗೆ ಆರತಿ ಉತ್ಸವ ನೆರವೇರಿಸುವ ಮೂಲಕ ಭಕ್ತಿ ಸಮರ್ಪಿಸಿದರು. <box>1212 1588 1491 1826</box>
sidebar-day-row <box>1138 561 1486 581</box>
sidebar-day-title: ರಾಷ್ಟ್ರೀಯ ವಿಪತ್ತು ನಿರ್ವಹಣಾ ಪ್ರಾಧಿಕಾರ (NDMA) ರಚನಾ ದಿನ <box>1236 759 1456 794</box>
sidebar-day-row <box>1138 248 1486 287</box>
story7-headline-1: ತುಮಕೂರು ಹಾಲು ಒಕ್ಕೂಟ ಚುನಾವಣೆ: <box>983 2029 1434 2069</box>
sidebar-day-row <box>1138 796 1486 835</box>
story1-column-4: ಸಭೆಯ ಮೂಲಕ ಸಾರ್ವಜನಿಕರಿಗೆ ಮಾಹಿತಿ ನೀಡಬೇಕು ಎಂದು ತಿಳಿಸಿದರು. ಸಭೆಯಲ್ಲಿ ಗ್ರಾಮೀಣ ಕುಡಿಯುವ ನೀರು ಸರಬರಾಜು ಮತ್ತು ನೈರ್ಮಲ್ಯ ವಿಭಾಗದ ಕಾರ್ಯನಿರ್ವಾಹಕ ಇಂಜಿನಿಯರ್ ಕುಮಾರಸ್ವಾಮಿ, ಕೃಷಿ ಇಲಾಖೆ ಜಂಟಿ ನಿರ್ದೇಶಕ ರಮೇಶ್, ಜಿಲ್ಲಾ ಪಂಚಾಯತ್ ಉಪ ಕಾರ್ಯದರ್ಶಿ ಸಂಜೀವಪ್ಪ, ಉಪ ಅರಣ್ಯ ಸಂರಕ್ಷಣಾಧಿಕಾರಿ (ಸಾಮಾಜಿಕ) ದೇವರಾಜು ಸೇರಿದಂತೆ ವಿವಿಧ ತಾಲ್ಲೂಕಿನ ಗ್ರಾಮೀಣ ನೀರು ಸರಬರಾಜು ಮತ್ತು ನೈರ್ಮಲ್ಯ ವಿಭಾಗದ ಸಹಾಯಕ ಕಾರ್ಯಪಾಲಕ ಅಭಿಯಂತರರು ಹಾಗೂ ಮತ್ತಿತರರಿದ್ದರು. <box>858 202 1118 380</box>
sidebar-day-row <box>1138 698 1486 737</box>
story1-column-1: ತುಮಕೂರು: ಜಿಲ್ಲೆಯಲ್ಲಿ ಅನುಷ್ಠಾನಗೊಳ್ಳುತ್ತಿರುವ ಜಲ ಜೀವನ್ ಮಿಷನ್ (ಮನೆ-ಮನೆ ಗಂಗೆ) ಯೋಜನೆಯ ಕಾಮಗಾರಿಗಳಲ್ಲಿ ಗುಣಮಟ್ಟವನ್ನು ಕಾಯ್ದುಕೊಳ್ಳದ ಗುತ್ತಿಗೆದಾರರ ವಿರುದ್ಧ ಸೂಕ್ತ ಕ್ರಮ ಕೈಗೊಳ್ಳಲಾಗುವುದು ಎಂದು ಜಿಲ್ಲಾ ಪಂಚಾಯತ್ ಮುಖ್ಯ ಕಾರ್ಯನಿರ್ವಹಣಾಧಿಕಾರಿ ಜಿ. ಪ್ರಭು ತಿಳಿಸಿದರು. ಜಿಲ್ಲಾ ಪಂಚಾಯತ್ ಮಿನಿ ಸಭಾಂಗಣದಲ್ಲಿ ಸೋಮವಾರ ಸಂಜೆ ನಡೆದ ಜಲ್ ಜೀವನ್ ಮಿಷನ್ ಪ್ರಗತಿ ಪರಿಶೀಲನಾ ಸಭೆಯ ಅಧ್ಯಕ್ಷತೆವಹಿಸಿ ಮಾತನಾಡಿದ ಅವರು, ಗ್ರಾಮೀಣ ಭಾಗದ ಜನರ ಮನೆ ಬಾಗಿಲಿಗೆ ನೀರನ್ನು ಒದಗಿಸುವ <box>23 202 301 359</box>
story2-column-2: ಸಮಾರಂಭದಲ್ಲಿ ತುಮಕೂರಿನ ಕ್ಯಾಲ್ಸಿ ಅಬಾಕಸ್ ಶಾಲೆಯ ಮಕ್ಕಳಿಗೆ ರೆಡಿಮೆಂಟ್ ಅಕಾಡೆಮಿ ಸಂಸ್ಥೆಯ ಮುಖ್ಯಸ್ಥರಾದ ಗೀತಾ ಕಟಾಡಿ ಅವರು ಪ್ರಶಸ್ತಿಗಳನ್ನು ವಿತರಿಸಿದರು. ಟೇಬಲ್ ಟೆಲ್ಲಿಂಗ್ ಪ್ರಕ್ರಿಯೆಯನ್ನು ಕರಿಯುವುದರಿಂದ ಮಕ್ಕಳ ಮೆದುಳಿನ ಪ್ರಕ್ರಿಯೆ ವೇಗಗೊಳ್ಳುತ್ತದೆ. ಗಣಿತಶಾಸ್ತ್ರದಲ್ಲಿ ಹೆಚ್ಚು ಪರಿಣತಿ ಸಾಧಿಸುತ್ತಾರೆಂದು ಗೀತಾ ಕಟಾಡಿ ಹೇಳಿದರು. ತುಮಕೂರಿನ ಕ್ಯಾಲ್ಸಿ ಅಬಾಕಸ್ ಶಾಲೆಯ ಪ್ರಾಂಶುಪಾಲರಾದ ಸೌಮ್ಯಾ ಎಸ್.ಶಿವಕುಮಾರ್ ಮತ್ತು ಶಿಕ್ಷಕಿ ಚೇತನ ಅವರು ಪ್ರಶಸ್ತಿ ಪ್ರದಾನ ಕಾರ್ಯಕ್ರಮದಲ್ಲಿ ಹಾಜರಿದ್ದರು. <box>301 936 565 1114</box>
sidebar-day-date: ನವೆಂಬರ್ 10 <box>1138 368 1202 383</box>
sidebar-day-title: ಪ್ಯಾಲೆಸ್ಟೀನಿಯನ್ ಜನರೊಂದಿಗೆ ಐಕಮತ್ಯದ ಅಂತರರಾಷ್ಟ್ರೀಯ ದಿನ <box>1236 798 1477 833</box>
important-days-sidebar <box>1128 104 1495 1161</box>
sidebar-day-row <box>1138 600 1486 639</box>
sidebar-day-date: ನವೆಂಬರ್ 26 <box>1138 740 1202 755</box>
sidebar-day-title: ಜೀವಗೋಳ ಮೀಸಲು ಅಂತರರಾಷ್ಟ್ರೀಯ ದಿನ <box>1236 211 1412 226</box>
sidebar-day-title: ಡಾ. ಸಿ.ವಿ.ರಾಮನ್ ಅವರ ಜನ್ಮ ದಿನಾಚರಣೆ ರಾಷ್ಟ್ರೀಯ ಕ್ಯಾನ್ಸರ್ ಜಾಗೃತಿ ದಿನ, ಶಿಶು ಸಂರಕ್ಷಣಾ ದಿನ <box>1236 289 1456 324</box>
sidebar-day-title: ರಾಷ್ಟ್ರೀಯ ಪ್ರಕೃತಿ ಚಿಕಿತ್ಸಾ ದಿನ <box>1236 583 1353 598</box>
sidebar-list <box>1130 142 1493 862</box>
sidebar-day-date: ನವೆಂಬರ್ 3 <box>1138 211 1193 226</box>
sidebar-day-title: ವಿಶ್ವ ರೇಡಿಯಾಗ್ರಫಿ ದಿನ <box>1236 328 1330 343</box>
